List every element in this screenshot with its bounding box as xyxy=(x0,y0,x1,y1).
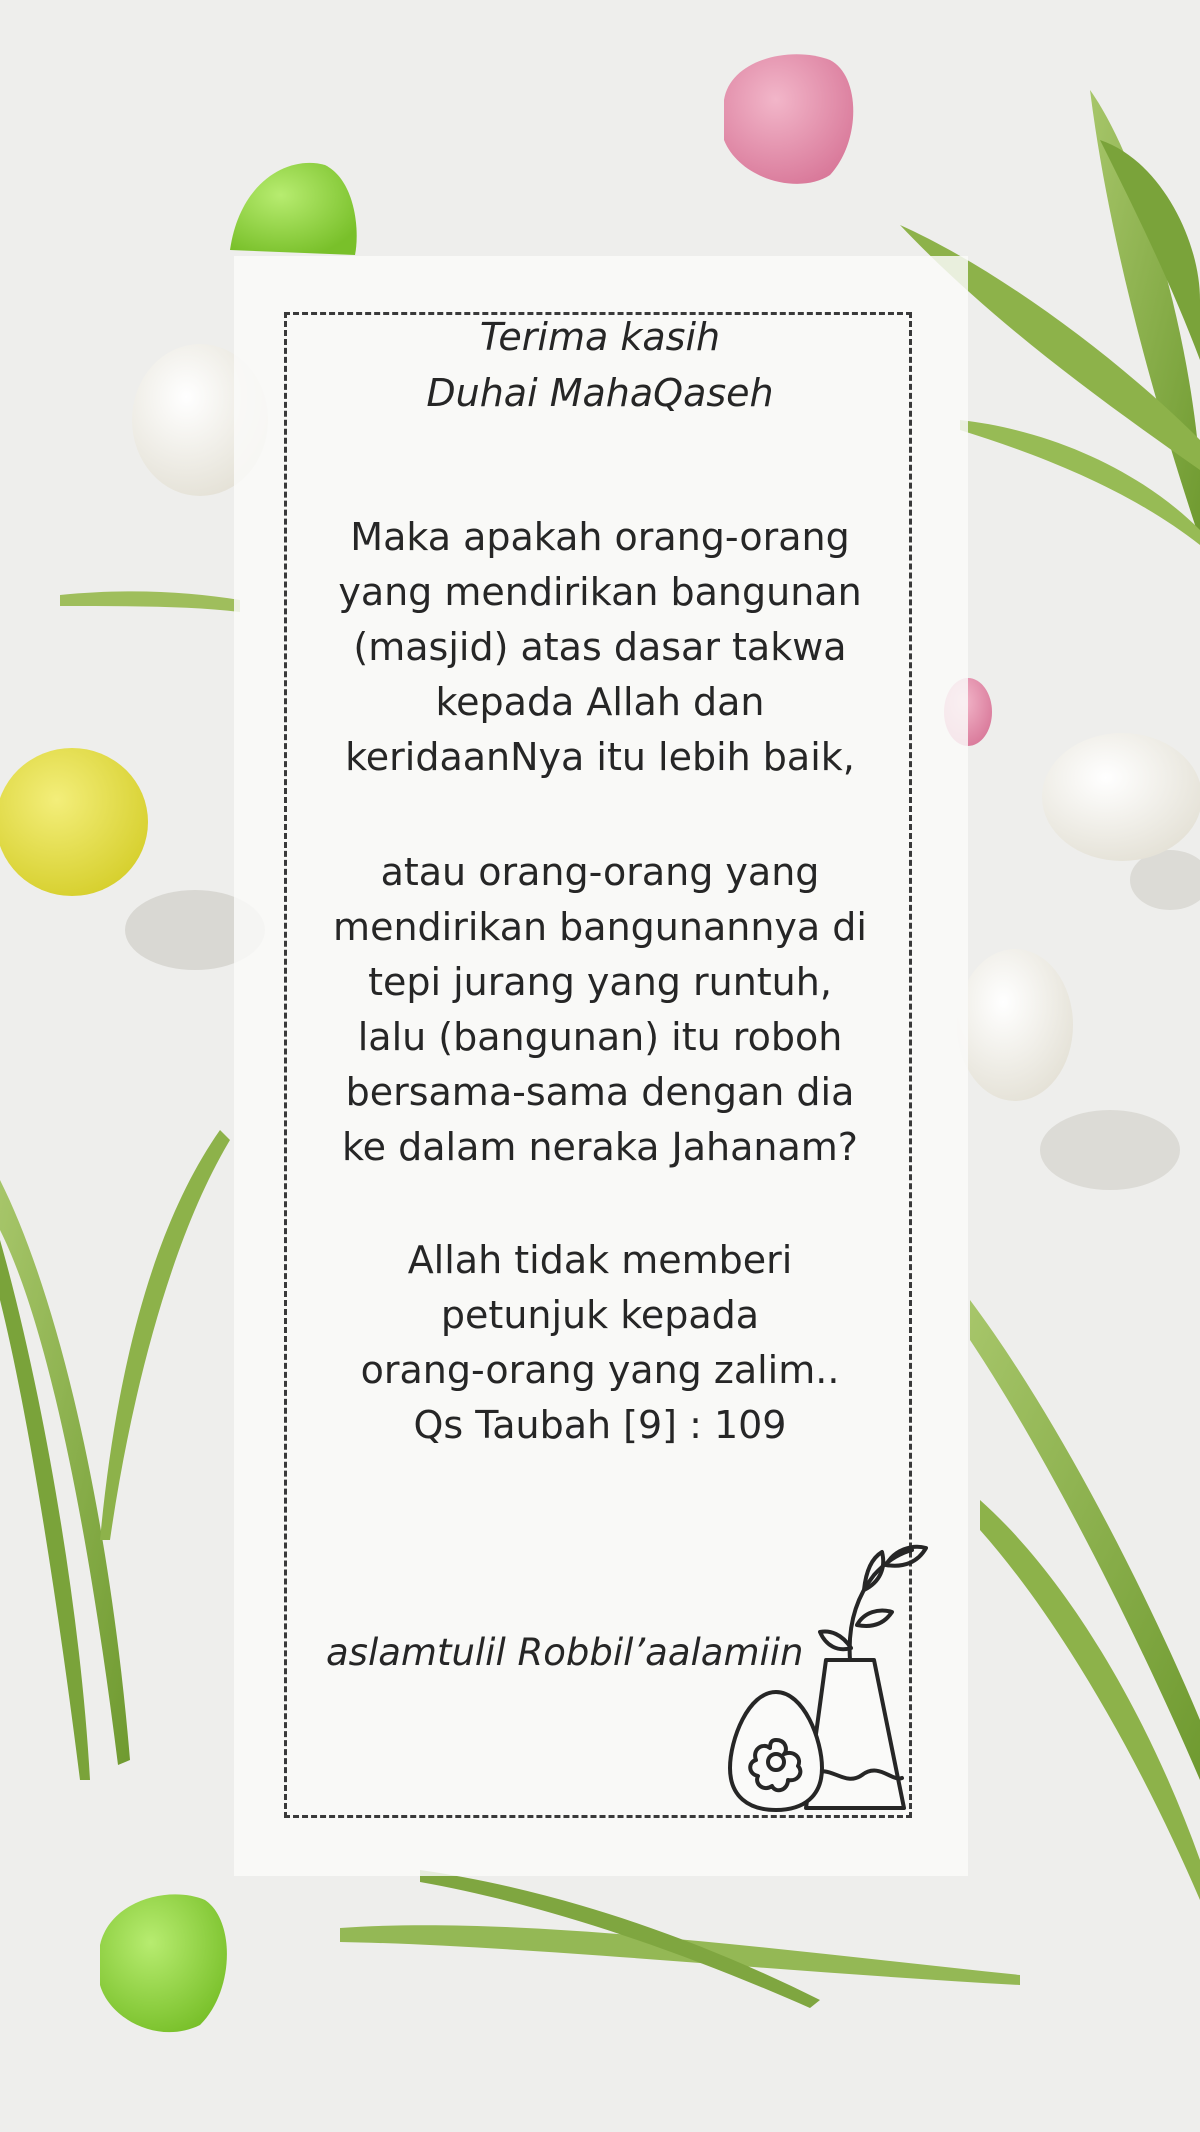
verse-line: (masjid) atas dasar takwa xyxy=(353,625,847,669)
verse-line: yang mendirikan bangunan xyxy=(338,570,862,614)
verse-line: mendirikan bangunannya di xyxy=(333,905,867,949)
verse-line: petunjuk kepada xyxy=(440,1293,760,1337)
verse-line: Allah tidak memberi xyxy=(407,1238,793,1282)
yellow-egg xyxy=(0,748,148,896)
verse-line: lalu (bangunan) itu roboh xyxy=(357,1015,843,1059)
verse-reference: Qs Taubah [9] : 109 xyxy=(413,1403,787,1447)
verse-paragraph-1 xyxy=(300,510,900,785)
verse-line: kepada Allah dan xyxy=(435,680,765,724)
verse-line: bersama-sama dengan dia xyxy=(345,1070,855,1114)
verse-paragraph-2 xyxy=(300,845,900,1175)
greeting-line-1: Terima kasih xyxy=(479,315,721,359)
verse-line: atau orang-orang yang xyxy=(380,850,820,894)
greeting-line-2: Duhai MahaQaseh xyxy=(426,371,774,415)
green-eggshell xyxy=(100,1894,227,2032)
white-egg xyxy=(957,949,1073,1101)
green-eggshell xyxy=(230,163,357,255)
white-egg xyxy=(1042,733,1200,861)
verse-paragraph-3 xyxy=(300,1233,900,1453)
pink-eggshell xyxy=(724,54,853,184)
verse-line: ke dalam neraka Jahanam? xyxy=(342,1125,858,1169)
verse-line: orang-orang yang zalim.. xyxy=(360,1348,840,1392)
egg-shadow xyxy=(1040,1110,1180,1190)
tulip-leaf xyxy=(100,1130,230,1540)
egg-and-vase-doodle-icon xyxy=(714,1530,944,1830)
verse-line: Maka apakah orang-orang xyxy=(350,515,850,559)
verse-line: keridaanNya itu lebih baik, xyxy=(345,735,855,779)
verse-line: tepi jurang yang runtuh, xyxy=(368,960,832,1004)
tulip-stem xyxy=(60,591,240,612)
closing-text: aslamtulil Robbil’aalamiin xyxy=(326,1631,804,1674)
